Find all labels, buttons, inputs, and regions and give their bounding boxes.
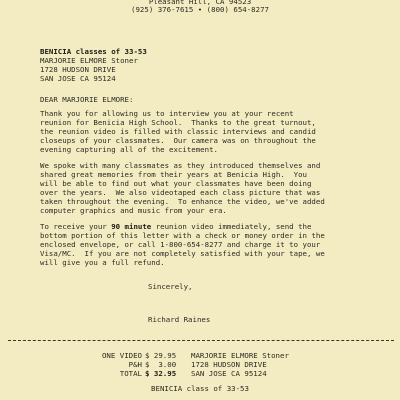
letterhead-phones: (925) 376-7615 • (800) 654-8277 — [131, 5, 269, 14]
closing: Sincerely, — [148, 282, 193, 291]
p3-line: will give you a full refund. — [40, 258, 165, 267]
order-class-line: BENICIA class of 33-53 — [151, 384, 249, 393]
p1-line: evening capturing all of the excitement. — [40, 145, 218, 154]
order-total-amount: $ 32.95 — [145, 369, 177, 378]
p1-line: closeups of your classmates. Our camera was on throughout the — [40, 136, 316, 145]
p3-line: enclosed envelope, or call 1-800-654-8277 and charge it to your — [40, 240, 321, 249]
address-city: SAN JOSE CA 95124 — [40, 74, 116, 83]
order-ph-amount: $ 3.00 — [145, 360, 177, 369]
p3-text: To receive your — [40, 222, 112, 231]
order-street: 1728 HUDSON DRIVE — [191, 360, 267, 369]
address-name: MARJORIE ELMORE Stoner — [40, 56, 138, 65]
order-one-video-label: ONE VIDEO — [101, 351, 142, 360]
p3-first-line — [40, 222, 311, 231]
p1-line: the reunion video is filled with classic interviews and candid — [40, 127, 316, 136]
signature-name: Richard Raines — [148, 315, 211, 324]
order-city: SAN JOSE CA 95124 — [191, 369, 267, 378]
address-street: 1728 HUDSON DRIVE — [40, 65, 116, 74]
address-class-line: BENICIA classes of 33-53 — [40, 47, 147, 56]
order-name: MARJORIE ELMORE Stoner — [191, 351, 289, 360]
greeting: DEAR MARJORIE ELMORE: — [40, 95, 134, 104]
p2-line: will be able to find out what your classmates have been doing — [40, 179, 312, 188]
order-ph-label: P&H — [128, 360, 142, 369]
p1-line: reunion for Benicia High School. Thanks to the great turnout, — [40, 118, 316, 127]
p2-line: shared great memories from their years at Benicia High. You — [40, 170, 307, 179]
letterhead-city: Pleasant Hill, CA 94523 — [148, 0, 252, 6]
p3-duration: 90 minute — [111, 222, 152, 231]
p3-line: Visa/MC. If you are not completely satisfied with your tape, we — [40, 249, 325, 258]
p3-text: reunion video immediately, send the — [151, 222, 312, 231]
p2-line: computer graphics and music from your era. — [40, 206, 227, 215]
p3-line: bottom portion of this letter with a check or money order in the — [40, 231, 325, 240]
order-one-video-amount: $ 29.95 — [145, 351, 177, 360]
order-total-label: TOTAL — [119, 369, 142, 378]
p2-line: over the years. We also videotaped each class picture that was — [40, 188, 321, 197]
tear-off-divider — [8, 340, 394, 341]
p1-line: Thank you for allowing us to interview you at your recent — [40, 109, 294, 118]
p2-line: We spoke with many classmates as they introduced themselves and — [40, 161, 321, 170]
p2-line: taken throughout the evening. To enhance the video, we've added — [40, 197, 325, 206]
